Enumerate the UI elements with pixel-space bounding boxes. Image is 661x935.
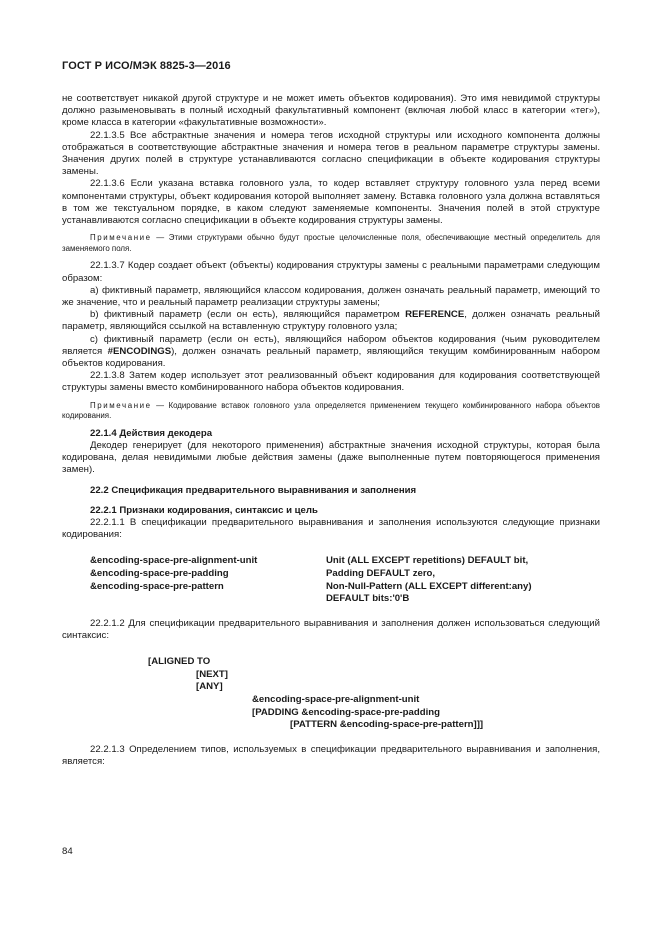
syntax-line: [PADDING &encoding-space-pre-padding — [252, 706, 440, 718]
attribute-value: Unit (ALL EXCEPT repetitions) DEFAULT bit, — [326, 555, 529, 567]
syntax-line: [PATTERN &encoding-space-pre-pattern]]] — [290, 719, 484, 731]
list-item-b-text-2: , должен означать реальный параметр, являющийся ссылкой на вставленную структуру головного узла; — [62, 309, 600, 333]
paragraph-22-2-1-2: 22.2.1.2 Для спецификации предварительного выравнивания и заполнения должен использоваться следующий синтаксис: — [62, 617, 600, 642]
paragraph-22-2-1-3: 22.2.1.3 Определением типов, используемых в спецификации предварительного выравнивания и заполнения, является: — [62, 743, 600, 768]
encodings-keyword: #ENCODINGS — [107, 345, 172, 357]
syntax-line: [ALIGNED TO — [148, 656, 211, 668]
attribute-value: DEFAULT bits:'0'B — [326, 593, 410, 605]
paragraph-22-1-3-7: 22.1.3.7 Кодер создает объект (объекты) кодирования структуры замены с реальными параметрами следующим образом: — [62, 260, 600, 284]
paragraph-decoder-actions: Декодер генерирует (для некоторого применения) абстрактные значения исходной структуры, которая была кодирована, делая невидимыми любые действия замены (даже выполненные путем повторяющегося применения замен). — [62, 440, 600, 476]
attribute-name: &encoding-space-pre-padding — [90, 568, 229, 580]
syntax-line: [ANY] — [196, 681, 223, 693]
syntax-line: [NEXT] — [196, 668, 228, 680]
reference-keyword: REFERENCE — [405, 309, 465, 321]
list-item-b — [62, 309, 600, 333]
attribute-name: &encoding-space-pre-alignment-unit — [90, 555, 258, 567]
list-item-b-text-1: b) фиктивный параметр (если он есть), являющийся параметром — [90, 309, 406, 321]
list-item-a: a) фиктивный параметр, являющийся классом кодирования, должен означать реальный параметр, имеющий то же значение, что и реальный параметр реализации структуры замены; — [62, 284, 600, 309]
attribute-value: Non-Null-Pattern (ALL EXCEPT different:any) — [326, 580, 532, 592]
heading-22-2: 22.2 Спецификация предварительного выравнивания и заполнения — [90, 484, 417, 496]
heading-22-2-1: 22.2.1 Признаки кодирования, синтаксис и цель — [90, 504, 318, 516]
heading-22-1-4: 22.1.4 Действия декодера — [90, 427, 213, 439]
list-item-c-text-2: ), должен означать реальный параметр, являющийся текущим комбинированным набором объектов кодирования. — [62, 345, 600, 370]
note-2-text: — Кодирование вставок головного узла определяется применением текущего комбинированного набора объектов кодирования. — [62, 400, 600, 421]
list-item-c — [62, 334, 600, 371]
page-header-title: ГОСТ Р ИСО/МЭК 8825-3—2016 — [62, 60, 231, 72]
note-1-label: Примечание — [90, 233, 152, 243]
note-1 — [62, 233, 600, 254]
list-item-c-text-1: c) фиктивный параметр (если он есть), являющийся набором объектов кодирования (чьим руководителем является — [62, 333, 600, 357]
note-2-label: Примечание — [90, 400, 152, 410]
paragraph-22-1-3-6: 22.1.3.6 Если указана вставка головного узла, то кодер вставляет структуру головного узла перед всеми компонентами структуры, объект кодирования которой выполняет замену. Вставка головного узла должна вставляться в том же текстуальном порядке, в каком следуют заменяемые компоненты. Значения полей в этой структуре устанавливаются согласно спецификации в объекте кодирования структуры замены. — [62, 178, 600, 227]
paragraph-continuation: не соответствует никакой другой структуре и не может иметь объектов кодирования). Это имя невидимой структуры должно разыменовывать в полный исходный факультативный компонент (включая любой класс в категории «тег»), кроме класса в категории «факультативные возможности». — [62, 93, 600, 129]
syntax-line: &encoding-space-pre-alignment-unit — [252, 694, 420, 706]
syntax-block — [62, 656, 600, 732]
page-number: 84 — [62, 846, 73, 857]
document-body — [62, 93, 600, 768]
paragraph-22-1-3-5: 22.1.3.5 Все абстрактные значения и номера тегов исходной структуры или исходного компонента должны отображаться в соответствующие абстрактные значения и номера тегов в реальном параметре структуры замены. Значения других полей в структуре устанавливаются согласно спецификации в объекте кодирования структуры замены. — [62, 129, 600, 178]
note-1-text: — Этими структурами обычно будут простые целочисленные поля, обеспечивающие местный определитель для заменяемого поля. — [62, 233, 600, 253]
encoding-attributes-table — [90, 555, 600, 605]
attribute-value: Padding DEFAULT zero, — [326, 568, 436, 580]
attribute-name — [90, 593, 326, 606]
note-2 — [62, 401, 600, 422]
paragraph-22-1-3-8: 22.1.3.8 Затем кодер использует этот реализованный объект кодирования для кодирования соответствующей структуры замены вместо комбинированного набора объектов кодирования. — [62, 370, 600, 394]
attribute-name: &encoding-space-pre-pattern — [90, 580, 224, 592]
paragraph-22-2-1-1: 22.2.1.1 В спецификации предварительного выравнивания и заполнения используются следующие признаки кодирования: — [62, 517, 600, 541]
